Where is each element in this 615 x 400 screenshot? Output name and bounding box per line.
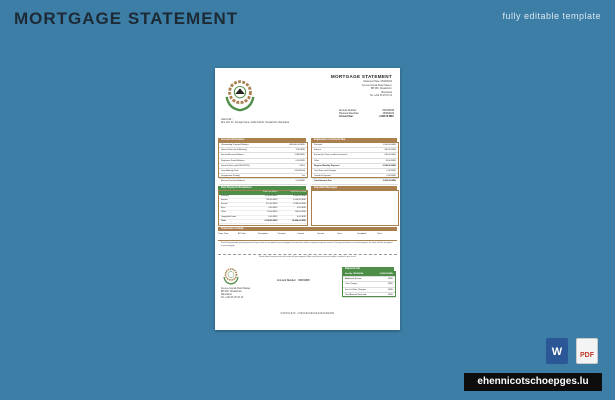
statement-document bbox=[215, 68, 400, 330]
coupon-account: Account Number: 000152845 bbox=[277, 280, 310, 282]
account-info-header: Account Information bbox=[218, 138, 306, 142]
detach-notice: Please detach bottom portion and return with your payment. Make sure that your account number is written on your check. bbox=[258, 256, 357, 258]
past-payments-table: Paid Last Month Paid Year to Date Principal 1,100.00 MRU 8,800.00 MRU Interest 780.00 MRU 6,240.00 MRU Escrow 410.00 MRU 3,280.00 MRU Fees 0.00 MRU 0.00 MRU Other 18.00 MRU 144.00 MRU Unapplied Funds 0.00 MRU 0.00 MRU Total 2,308.00 MRU 18,464.00 MRU bbox=[218, 190, 308, 226]
page-title: MORTGAGE STATEMENT bbox=[14, 9, 239, 28]
transaction-activity-header: Transaction Activity bbox=[218, 227, 397, 231]
statement-heading: MORTGAGE STATEMENT bbox=[330, 74, 392, 79]
partial-payments-notice: Partial Payments: Any partial payments that you make are not applied to your mortgage, but instead are held in a separate suspense account. If you pay the balance of a partial payment, the funds will then be applied to your mortgage. bbox=[221, 242, 393, 247]
explanation-header: Explanation of Amount Due bbox=[311, 138, 397, 142]
statement-date: Statement Date: 06/09/2024 bbox=[363, 81, 392, 83]
company-address: Avenue Gamal Abdel Nasser, BP 650, Nouakchott, Mauritania Tel: +222 45 25 15 10 bbox=[362, 85, 392, 97]
company-logo bbox=[221, 76, 259, 114]
site-badge: ehennicotschoepges.lu bbox=[464, 373, 602, 391]
payment-info-header: Payment Info bbox=[342, 267, 394, 271]
page-subtitle: fully editable template bbox=[502, 11, 601, 21]
customer-block: Jalia Ould... Rue 42C F4, Tevragh Zeina, Avallé District, Nouakchott, Mauritania bbox=[221, 119, 290, 125]
account-summary: Account Number: 000152845 Payment Due Date: 15/09/2024 Amount Due: 2,308.00 MRU bbox=[339, 110, 394, 119]
coupon-logo bbox=[221, 266, 241, 286]
explanation-table: Principal 1,100.00 MRU Interest 780.00 MRU Escrow (for Taxes and/or Insurance) 410.00 MRU Other 18.00 MRU Regular Monthly Payment 2,308.00 MRU Total Fees and Charges 0.00 MRU Overdue Payment 0.00 MRU Total Amount Due 2,308.00 MRU bbox=[311, 142, 399, 178]
payment-info-table: Due By 15/09/2024 2,308.00 MRU Additional Escrow MRU Late Charges MRU Fees & Other Charges MRU Total Amount Enclosed MRU bbox=[342, 271, 396, 297]
account-info-table: Outstanding Principal Balance 348,000.00 MRU Interest Rate (Until Maturity) 3.90 MRU Escrow Account Balance 2,380 MRU Suspense Funds Balance 0.00 MRU Interest Rate (until 08/01/2025) 0.40% Loan Maturity Date 01/01/2040 Prepayment Penalty Yes Escrow Past Due Balance 0.00 MRU bbox=[218, 142, 308, 178]
transaction-table-header: Trans. Date Eff. Date Description Principal Interest Escrow Fees Unapplied Total bbox=[218, 233, 382, 235]
important-messages-header: Important Messages bbox=[311, 186, 397, 190]
pdf-file-icon[interactable]: PDF bbox=[576, 338, 598, 364]
file-format-icons bbox=[546, 338, 598, 364]
footer-code: 000152845 2308002308002308000000 bbox=[280, 312, 335, 315]
coupon-address: Avenue Gamal Abdel Nasser, BP 650, Nouakchott, Mauritania Tel: +222 45 25 15 10 bbox=[221, 288, 251, 299]
word-file-icon[interactable]: W bbox=[546, 338, 568, 364]
past-payments-header: Past Payments Breakdown bbox=[218, 186, 306, 190]
important-messages-box bbox=[311, 190, 399, 226]
